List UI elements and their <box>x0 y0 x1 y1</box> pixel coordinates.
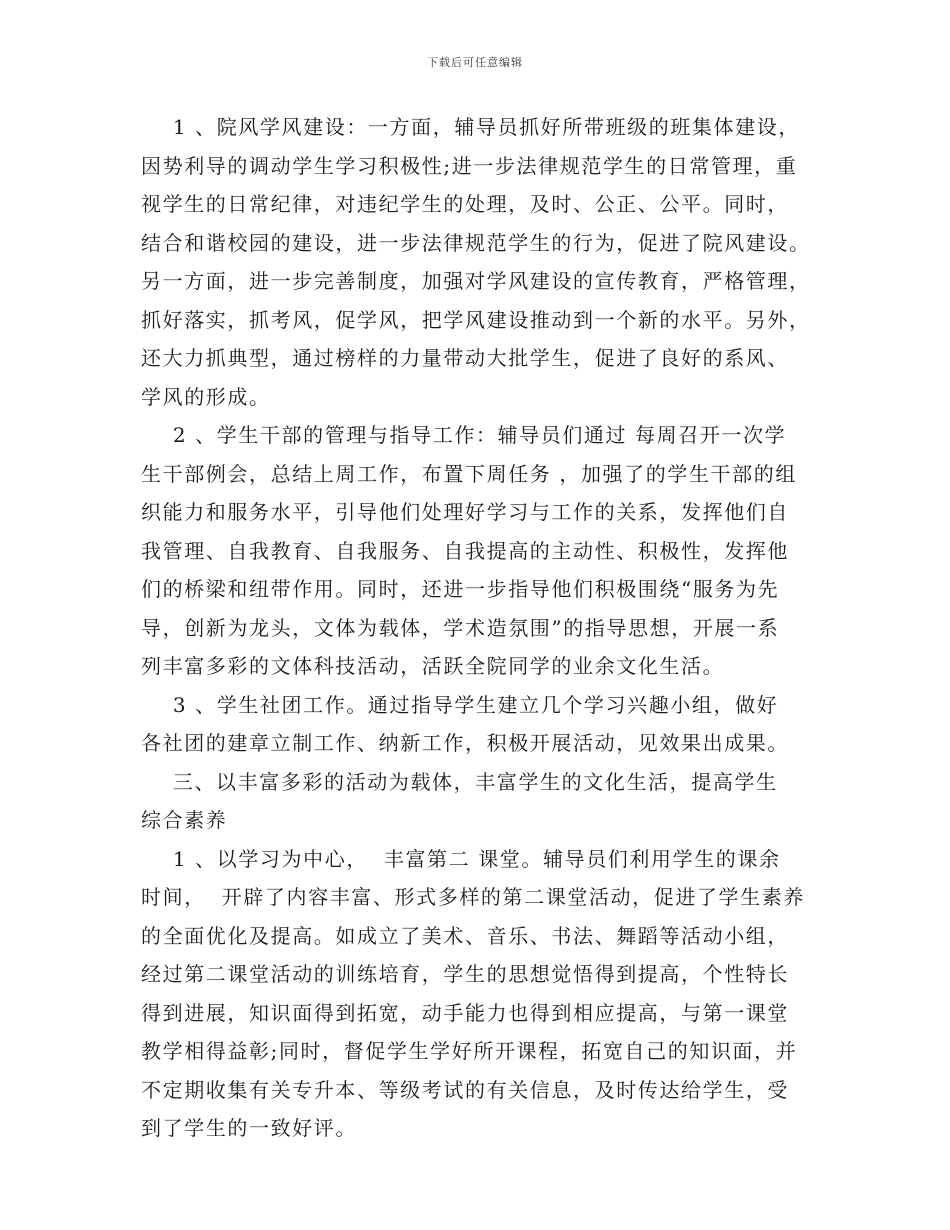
text-line: 因势利导的调动学生学习积极性;进一步法律规范学生的日常管理，重 <box>141 153 798 178</box>
document-body <box>141 108 813 1148</box>
text-line: 导，创新为龙头，文体为载体，学术造氛围”的指导思想，开展一系 <box>141 615 780 640</box>
text-line: 时间， 开辟了内容丰富、形式多样的第二课堂活动，促进了学生素养 <box>141 885 805 909</box>
text-line: 经过第二课堂活动的训练培育，学生的思想觉悟得到提高，个性特长 <box>141 962 789 986</box>
text-line: 不定期收集有关专升本、等级考试的有关信息，及时传达给学生，受 <box>141 1077 789 1102</box>
text-line: 还大力抓典型，通过榜样的力量带动大批学生，促进了良好的系风、 <box>141 346 789 370</box>
text-line: 列丰富多彩的文体科技活动，活跃全院同学的业余文化生活。 <box>141 654 725 678</box>
text-line: 结合和谐校园的建设，进一步法律规范学生的行为，促进了院风建设。 <box>141 230 811 255</box>
text-line: 织能力和服务水平，引导他们处理好学习与工作的关系，发挥他们自 <box>141 500 789 524</box>
text-line: 视学生的日常纪律，对违纪学生的处理，及时、公正、公平。同时， <box>141 192 789 216</box>
text-line: 的全面优化及提高。如成立了美术、音乐、书法、舞蹈等活动小组， <box>141 923 789 948</box>
text-line: 1 、以学习为中心， 丰富第二 课堂。辅导员们利用学生的课余 <box>141 846 781 871</box>
text-line: 学风的形成。 <box>141 384 271 409</box>
text-line: 三、以丰富多彩的活动为载体，丰富学生的文化生活，提高学生 <box>141 769 778 794</box>
text-line: 另一方面，进一步完善制度，加强对学风建设的宣传教育，严格管理， <box>141 269 811 293</box>
page-header: 下载后可任意编辑 <box>427 56 523 69</box>
text-line: 2 、学生干部的管理与指导工作：辅导员们通过 每周召开一次学 <box>141 423 787 447</box>
text-line: 综合素养 <box>141 808 228 832</box>
text-line: 1 、院风学风建设：一方面，辅导员抓好所带班级的班集体建设， <box>141 115 800 139</box>
text-line: 教学相得益彰;同时，督促学生学好所开课程，拓宽自己的知识面，并 <box>141 1039 798 1063</box>
text-line: 抓好落实，抓考风，促学风，把学风建设推动到一个新的水平。另外， <box>141 307 811 332</box>
text-line: 3 、学生社团工作。通过指导学生建立几个学习兴趣小组，做好 <box>141 692 779 717</box>
text-line: 得到进展，知识面得到拓宽，动手能力也得到相应提高，与第一课堂 <box>141 1000 789 1025</box>
text-line: 我管理、自我教育、自我服务、自我提高的主动性、积极性，发挥他 <box>141 538 789 563</box>
text-line: 到了学生的一致好评。 <box>141 1116 357 1140</box>
text-line: 生干部例会，总结上周工作，布置下周任务 ，加强了的学生干部的组 <box>141 461 797 486</box>
text-line: 各社团的建章立制工作、纳新工作，积极开展活动，见效果出成果。 <box>141 731 789 755</box>
text-line: 们的桥梁和纽带作用。同时，还进一步指导他们积极围绕“服务为先 <box>141 577 780 601</box>
